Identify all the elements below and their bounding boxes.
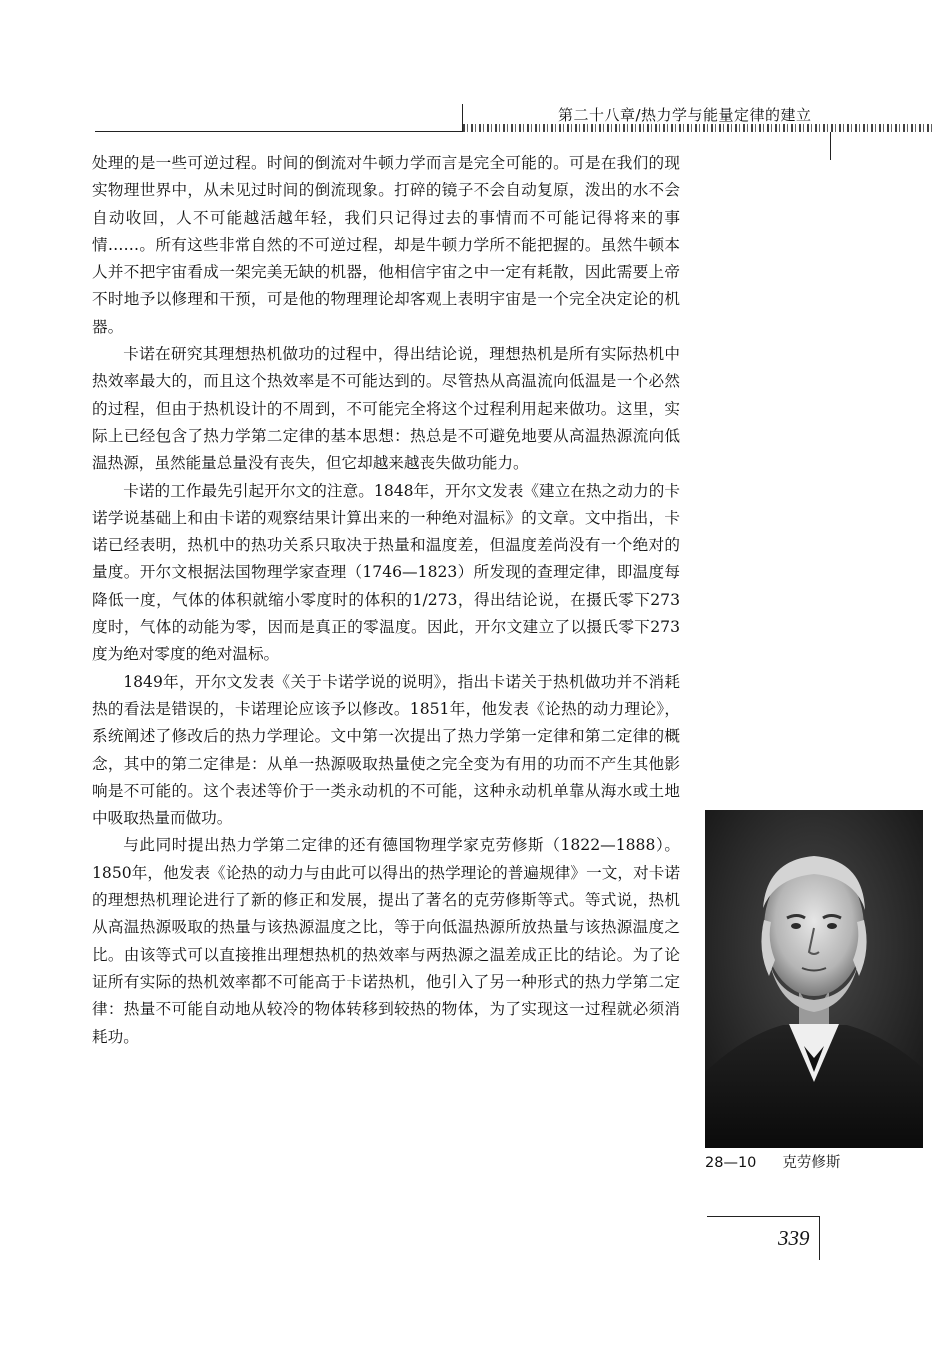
paragraph-kelvin-1848: 卡诺的工作最先引起开尔文的注意。1848年，开尔文发表《建立在热之动力的卡诺学说基础上和由卡诺的观察结果计算出来的一种绝对温标》的文章。文中指出，卡诺已经表明，热机中的热功关系只取决于热量和温度差，但温度差尚没有一个绝对的量度。开尔文根据法国物理学家查理（1746—1823）所发现的查理定律，即温度每降低一度，气体的体积就缩小零度时的体积的1/273，得出结论说，在摄氏零下273度时，气体的动能为零，因而是真正的零温度。因此，开尔文建立了以摄氏零下273度为绝对零度的绝对温标。: [92, 481, 680, 664]
footer-side-rule: [819, 1216, 820, 1260]
body-text: [92, 150, 680, 1051]
header-side-rule: [830, 132, 831, 160]
footer-rule: [707, 1216, 819, 1217]
figure-caption-text: 克劳修斯: [782, 1155, 841, 1171]
figure-number: 28—10: [705, 1155, 757, 1171]
paragraph-clausius: 与此同时提出热力学第二定律的还有德国物理学家克劳修斯（1822—1888）。1850年，他发表《论热的动力与由此可以得出的热学理论的普遍规律》一文，对卡诺的理想热机理论进行了新的修正和发展，提出了著名的克劳修斯等式。等式说，热机从高温热源吸取的热量与该热源温度之比，等于向低温热源所放热量与该热源温度之比。由该等式可以直接推出理想热机的热效率与两热源之温差成正比的结论。为了论证所有实际的热机效率都不可能高于卡诺热机，他引入了另一种形式的热力学第二定律：热量不可能自动地从较冷的物体转移到较热的物体，为了实现这一过程就必须消耗功。: [92, 836, 680, 1046]
paragraph-kelvin-1849: 1849年，开尔文发表《关于卡诺学说的说明》，指出卡诺关于热机做功并不消耗热的看法是错误的，卡诺理论应该予以修改。1851年，他发表《论热的动力理论》，系统阐述了修改后的热力学理论。文中第一次提出了热力学第一定律和第二定律的概念，其中的第二定律是：从单一热源吸取热量使之完全变为有用的功而不产生其他影响是不可能的。这个表述等价于一类永动机的不可能，这种永动机单靠从海水或土地中吸取热量而做功。: [92, 672, 680, 828]
header-rule: [95, 131, 462, 132]
clausius-portrait: [705, 810, 923, 1148]
running-head: 第二十八章/热力学与能量定律的建立: [558, 106, 812, 124]
header-decorative-band: [463, 124, 933, 132]
portrait-image: [705, 810, 923, 1148]
page-number: 339: [778, 1226, 810, 1250]
paragraph-carnot: 卡诺在研究其理想热机做功的过程中，得出结论说，理想热机是所有实际热机中热效率最大的，而且这个热效率是不可能达到的。尽管热从高温流向低温是一个必然的过程，但由于热机设计的不周到，不可能完全将这个过程利用起来做功。这里，实际上已经包含了热力学第二定律的基本思想：热总是不可避免地要从高温热源流向低温热源，虽然能量总量没有丧失，但它却越来越丧失做功能力。: [92, 345, 680, 473]
figure-caption: [705, 1152, 865, 1174]
paragraph-continued: 处理的是一些可逆过程。时间的倒流对牛顿力学而言是完全可能的。可是在我们的现实物理世界中，从未见过时间的倒流现象。打碎的镜子不会自动复原，泼出的水不会自动收回，人不可能越活越年轻，我们只记得过去的事情而不可能记得将来的事情……。所有这些非常自然的不可逆过程，却是牛顿力学所不能把握的。虽然牛顿本人并不把宇宙看成一架完美无缺的机器，他相信宇宙之中一定有耗散，因此需要上帝不时地予以修理和干预，可是他的物理理论却客观上表明宇宙是一个完全决定论的机器。: [92, 154, 680, 336]
